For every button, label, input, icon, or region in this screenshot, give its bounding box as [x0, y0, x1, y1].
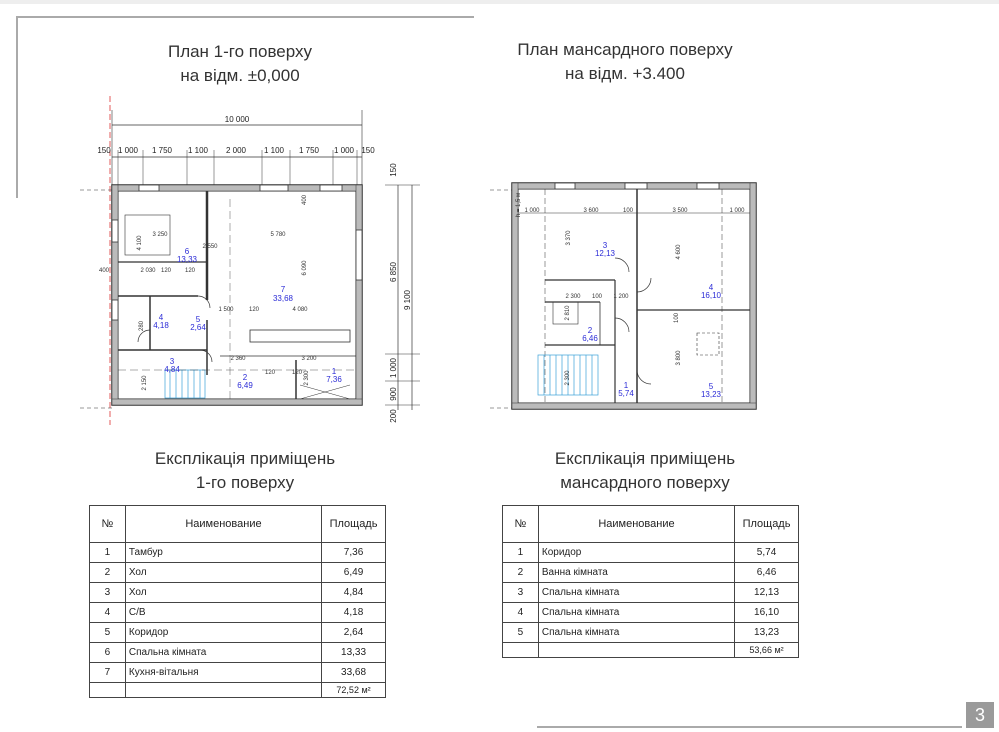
table1-total-row: [90, 683, 386, 698]
plan1-inner-dim-8: 1 500: [218, 307, 234, 313]
table1-cell: Хол: [125, 583, 321, 603]
table2-cell: Спальна кімната: [538, 603, 734, 623]
table1-header-area: Площадь: [322, 506, 386, 543]
table1-cell: 2: [90, 563, 126, 583]
table2-cell: 1: [503, 543, 539, 563]
plan2-inner-dim-6: 3 370: [566, 230, 572, 246]
plan1-inner-dim-18: 280: [139, 320, 145, 332]
table-row: [90, 643, 386, 663]
table2-cell: Спальна кімната: [538, 583, 734, 603]
table1-cell: Кухня-вітальня: [125, 663, 321, 683]
table-row: [90, 623, 386, 643]
plan1-room-1-no: 1: [331, 367, 337, 376]
plan2-room-5-area: 13,23: [700, 390, 722, 399]
table1-cell: Тамбур: [125, 543, 321, 563]
table1-cell: Коридор: [125, 623, 321, 643]
plan1-dim-top-5: 1 100: [263, 146, 285, 155]
plan1-room-1-area: 7,36: [326, 375, 342, 384]
plan2-inner-dim-13: 2 300: [565, 370, 571, 386]
table2-cell: 6,46: [735, 563, 799, 583]
plan2-room-2-no: 2: [587, 326, 593, 335]
table2-header-name: Наименование: [538, 506, 734, 543]
plan1-inner-dim-15: 120: [291, 370, 303, 376]
plan1-inner-dim-5: 2 030: [140, 268, 156, 274]
table2-cell: 5,74: [735, 543, 799, 563]
plan1-dim-right-3: 1 000: [389, 357, 398, 379]
plan1-room-7-area: 33,68: [272, 294, 294, 303]
plan1-dim-top-1: 1 000: [117, 146, 139, 155]
plan1-inner-dim-7: 120: [184, 268, 196, 274]
table1-cell: 3: [90, 583, 126, 603]
table1-cell: 2,64: [322, 623, 386, 643]
plan1-room-5-no: 5: [195, 315, 201, 324]
plan2-inner-dim-0: 1 000: [524, 208, 540, 214]
table2-header-area: Площадь: [735, 506, 799, 543]
table1-header-row: [90, 506, 386, 543]
table2-cell: Коридор: [538, 543, 734, 563]
table1-cell: 5: [90, 623, 126, 643]
plan2-inner-dim-1: 3 600: [583, 208, 599, 214]
plan1-dim-right-0: 150: [389, 163, 398, 177]
plan1-dim-top-8: 150: [361, 146, 375, 155]
plan2-room-2-area: 6,46: [582, 334, 598, 343]
plan1-room-6-area: 13,33: [176, 255, 198, 264]
plan1-dim-right-5: 200: [389, 409, 398, 423]
plan1-dim-top-6: 1 750: [298, 146, 320, 155]
plan1-dim-total: 10 000: [224, 115, 250, 124]
table2-title-line2: мансардного поверху: [560, 473, 730, 492]
table2-total: 53,66 м²: [735, 643, 799, 658]
table2: [502, 505, 799, 658]
table2-title: [510, 447, 780, 495]
table1-cell: 6: [90, 643, 126, 663]
table1-cell: 13,33: [322, 643, 386, 663]
plan1-inner-dim-11: 2 360: [230, 356, 246, 362]
plan1-dim-top-3: 1 100: [187, 146, 209, 155]
plan1-title-line1: План 1-го поверху: [167, 42, 313, 61]
plan2-inner-dim-11: 2 810: [565, 305, 571, 321]
table-row: [503, 563, 799, 583]
plan2-inner-dim-12: 3 800: [676, 350, 682, 366]
table1-cell: 1: [90, 543, 126, 563]
plan1-inner-dim-2: 5 780: [270, 232, 286, 238]
table-row: [503, 543, 799, 563]
plan1-dim-right-1: 6 850: [389, 261, 398, 283]
plan1-dim-top-2: 1 750: [151, 146, 173, 155]
plan1-inner-dim-19: 2 150: [142, 375, 148, 391]
plan1-dim-right-4: 900: [389, 387, 398, 401]
table1-title-line2: 1-го поверху: [195, 473, 295, 492]
table1-cell: 7: [90, 663, 126, 683]
plan2-inner-dim-4: 1 000: [729, 208, 745, 214]
table-row: [90, 563, 386, 583]
plan1-room-2-no: 2: [242, 373, 248, 382]
table1-cell: Спальна кімната: [125, 643, 321, 663]
plan2-room-1-no: 1: [623, 381, 629, 390]
table2-cell: 5: [503, 623, 539, 643]
table-row: [90, 583, 386, 603]
plan1-inner-dim-14: 2 300: [304, 370, 310, 386]
table2-title-line1: Експлікація приміщень: [554, 449, 736, 468]
table2-cell: 16,10: [735, 603, 799, 623]
plan2-inner-dim-3: 3 500: [672, 208, 688, 214]
plan2-inner-dim-10: 1 200: [613, 294, 629, 300]
table1-cell: 7,36: [322, 543, 386, 563]
table2-cell: 4: [503, 603, 539, 623]
table2-cell: Спальна кімната: [538, 623, 734, 643]
plan2-room-3-no: 3: [602, 241, 608, 250]
table2-cell: 13,23: [735, 623, 799, 643]
plan1-inner-dim-0: 3 250: [152, 232, 168, 238]
plan1-inner-dim-9: 120: [248, 307, 260, 313]
table1-cell: 6,49: [322, 563, 386, 583]
plan2-room-4-area: 16,10: [700, 291, 722, 300]
plan1-title-line2: на відм. ±0,000: [180, 66, 300, 85]
table2-cell: Ванна кімната: [538, 563, 734, 583]
table-row: [503, 583, 799, 603]
plan2-room-5-no: 5: [708, 382, 714, 391]
plan2-room-3-area: 12,13: [594, 249, 616, 258]
plan1-room-4-area: 4,18: [153, 321, 169, 330]
table-row: [90, 543, 386, 563]
table2-total-row: [503, 643, 799, 658]
plan1-inner-dim-12: 3 200: [301, 356, 317, 362]
plan1-inner-dim-13: 120: [264, 370, 276, 376]
table2-cell: 12,13: [735, 583, 799, 603]
table2-cell: 3: [503, 583, 539, 603]
plan2-title-line1: План мансардного поверху: [517, 40, 733, 59]
plan1-inner-dim-4: 6 090: [302, 260, 308, 276]
plan1-inner-dim-10: 4 080: [292, 307, 308, 313]
plan1-inner-dim-6: 120: [160, 268, 172, 274]
table-row: [90, 663, 386, 683]
table1-header-no: №: [90, 506, 126, 543]
plan1-room-4-no: 4: [158, 313, 164, 322]
plan1-room-7-no: 7: [280, 285, 286, 294]
table1-title: [110, 447, 380, 495]
plan2-inner-dim-7: 4 600: [676, 244, 682, 260]
table2-cell: 2: [503, 563, 539, 583]
table1-cell: 4: [90, 603, 126, 623]
table1-header-name: Наименование: [125, 506, 321, 543]
table1: [89, 505, 386, 698]
plan2-inner-dim-5: h = 1,5 м: [516, 192, 522, 218]
plan2-inner-dim-9: 100: [591, 294, 603, 300]
table1-cell: 4,18: [322, 603, 386, 623]
table2-header-row: [503, 506, 799, 543]
table2-header-no: №: [503, 506, 539, 543]
plan1-dim-right-2: 9 100: [403, 289, 412, 311]
frame-line-bottom: [537, 726, 962, 728]
plan2-room-1-area: 5,74: [618, 389, 634, 398]
plan1-inner-dim-3: 400: [302, 194, 308, 206]
plan1-inner-dim-17: 2 550: [202, 244, 218, 250]
table1-cell: Хол: [125, 563, 321, 583]
plan1-inner-dim-1: 4 100: [137, 235, 143, 251]
plan1-room-2-area: 6,49: [237, 381, 253, 390]
plan1-room-5-area: 2,64: [190, 323, 206, 332]
table1-title-line1: Експлікація приміщень: [154, 449, 336, 468]
table1-cell: 4,84: [322, 583, 386, 603]
plan2-inner-dim-8: 2 300: [565, 294, 581, 300]
plan1-room-3-area: 4,84: [164, 365, 180, 374]
plan1-inner-dim-16: 400: [98, 268, 110, 274]
table1-cell: 33,68: [322, 663, 386, 683]
page-number: 3: [966, 702, 994, 728]
plan1-room-3-no: 3: [169, 357, 175, 366]
plan2-room-4-no: 4: [708, 283, 714, 292]
table-row: [503, 623, 799, 643]
plan2-title-line2: на відм. +3.400: [565, 64, 685, 83]
plan1-dim-top-7: 1 000: [333, 146, 355, 155]
table-row: [90, 603, 386, 623]
plan2-inner-dim-14: 100: [674, 312, 680, 324]
table1-cell: С/В: [125, 603, 321, 623]
plan2-inner-dim-2: 100: [622, 208, 634, 214]
plan1-dim-top-0: 150: [97, 146, 111, 155]
table-row: [503, 603, 799, 623]
table1-total: 72,52 м²: [322, 683, 386, 698]
plan1-room-labels: [153, 247, 342, 390]
plan2-room-labels: [582, 241, 721, 399]
plan1-dim-top-4: 2 000: [225, 146, 247, 155]
plan1-room-6-no: 6: [184, 247, 190, 256]
